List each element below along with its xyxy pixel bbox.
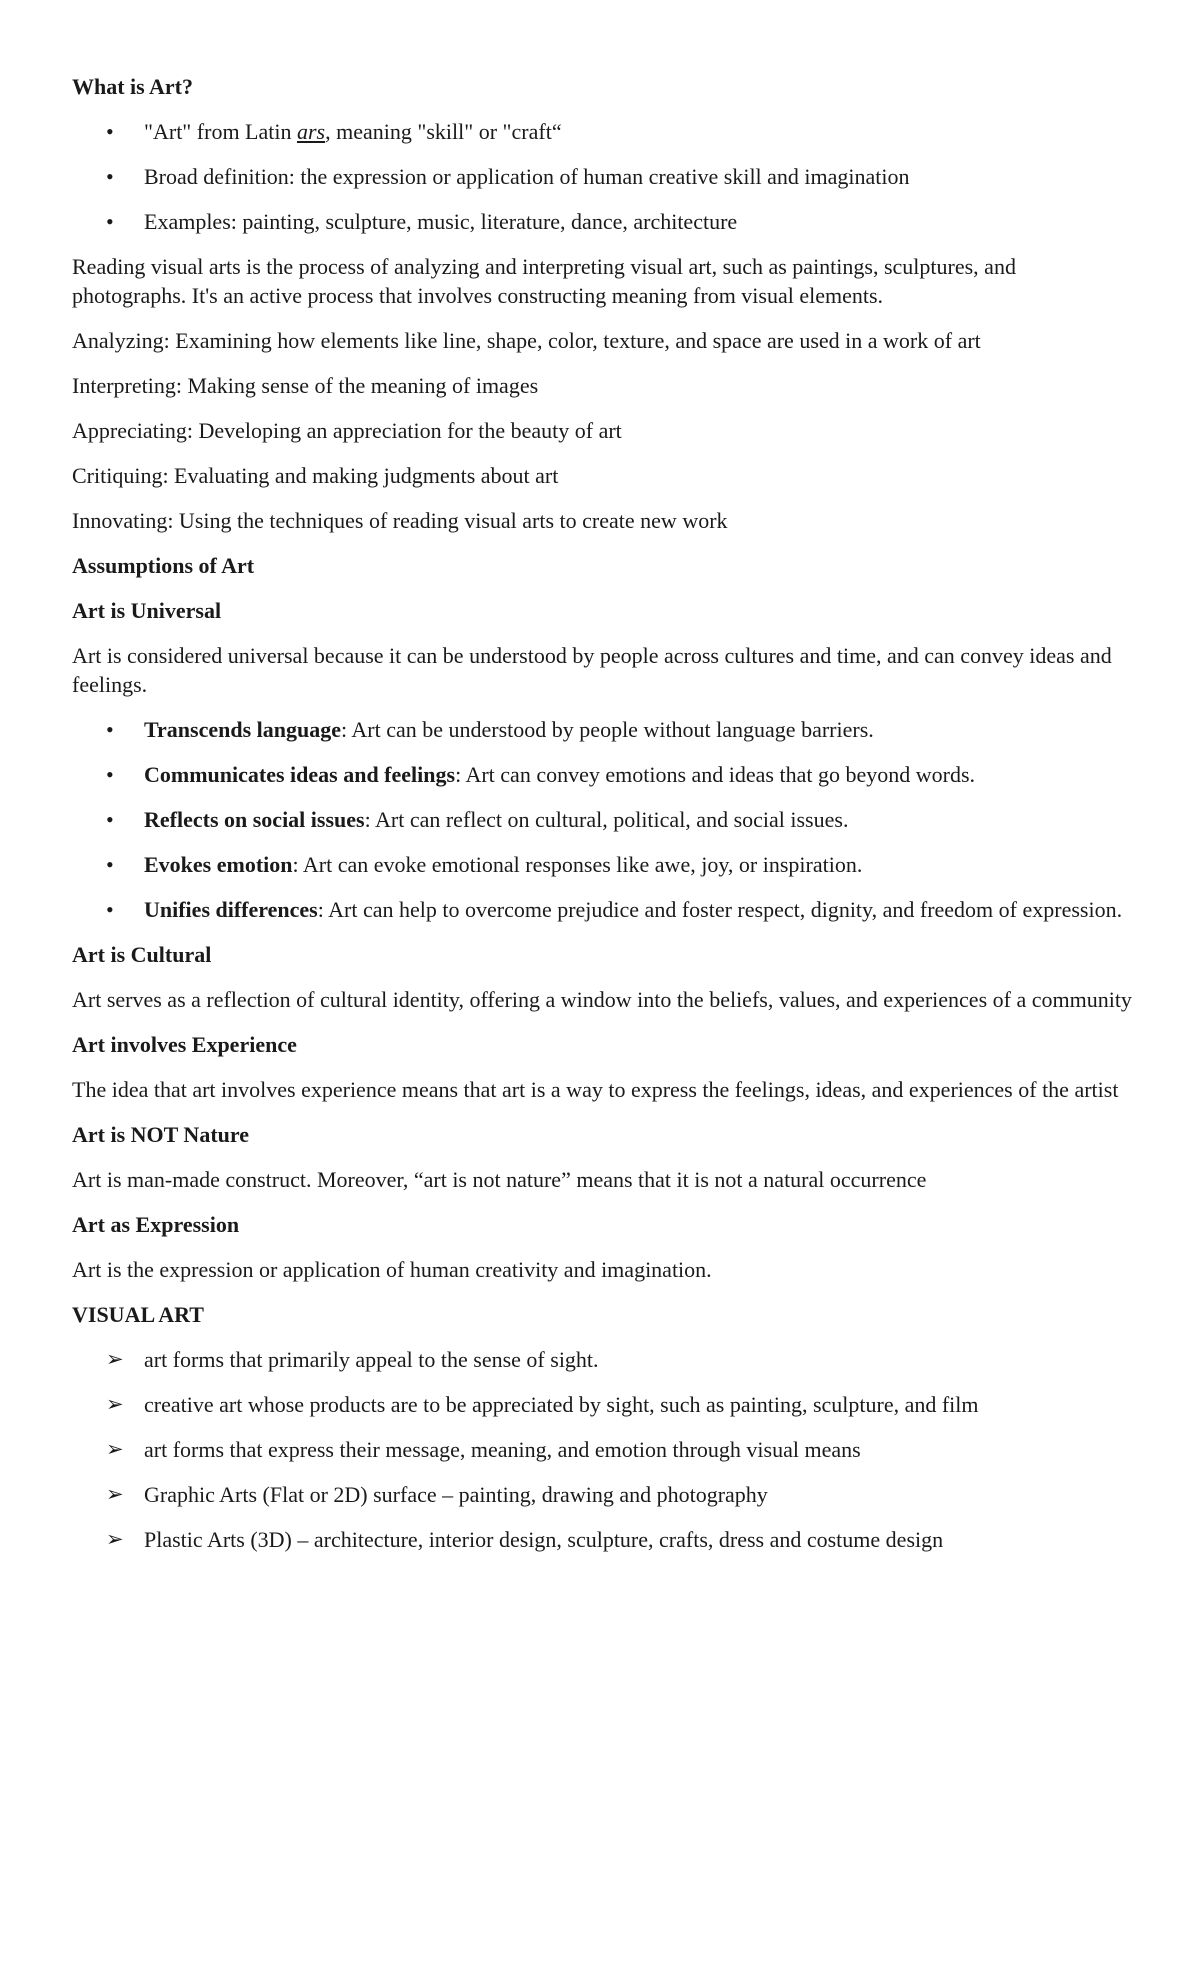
bullet-term: Communicates ideas and feelings: [144, 762, 456, 787]
interpreting-line: Interpreting: Making sense of the meaning of images: [72, 373, 539, 398]
critiquing-line: Critiquing: Evaluating and making judgments about art: [72, 463, 559, 488]
heading-art-as-expression: Art as Expression: [72, 1212, 240, 1237]
bullet-marker: •: [106, 209, 114, 234]
heading-art-is-cultural: Art is Cultural: [72, 942, 212, 967]
bullet-marker: •: [106, 897, 114, 922]
list-item: [72, 1390, 1132, 1419]
bullet-term: Transcends language: [144, 717, 342, 742]
innovating-line: Innovating: Using the techniques of reading visual arts to create new work: [72, 508, 728, 533]
bullet-text: Examples: painting, sculpture, music, literature, dance, architecture: [144, 209, 738, 234]
expression-paragraph: Art is the expression or application of human creativity and imagination.: [72, 1257, 712, 1282]
bullet-marker: •: [106, 164, 114, 189]
list-item: [72, 162, 1132, 191]
document-body: [72, 72, 1132, 1570]
arrow-bullet-icon: ➢: [106, 1392, 124, 1416]
arrow-bullet-icon: ➢: [106, 1527, 124, 1551]
heading-what-is-art: What is Art?: [72, 74, 193, 99]
list-item: [72, 1345, 1132, 1374]
arrow-item-text: art forms that primarily appeal to the sense of sight.: [144, 1347, 599, 1372]
heading-art-is-not-nature: Art is NOT Nature: [72, 1122, 250, 1147]
latin-term-ars: ars: [296, 119, 326, 144]
arrow-bullet-icon: ➢: [106, 1347, 124, 1371]
bullet-term: Unifies differences: [144, 897, 318, 922]
arrow-item-text: creative art whose products are to be appreciated by sight, such as painting, sculpture, and film: [144, 1392, 979, 1417]
bullet-text: : Art can evoke emotional responses like awe, joy, or inspiration.: [292, 852, 863, 877]
list-item: [72, 850, 1132, 879]
what-is-art-bullet-list: [72, 117, 1132, 236]
heading-art-involves-experience: Art involves Experience: [72, 1032, 297, 1057]
list-item: [72, 1435, 1132, 1464]
arrow-bullet-icon: ➢: [106, 1482, 124, 1506]
reading-visual-arts-paragraph: Reading visual arts is the process of analyzing and interpreting visual art, such as paintings, sculptures, and photographs. It's an active process that involves constructing meaning from visual elements.: [72, 254, 1016, 308]
list-item: [72, 715, 1132, 744]
appreciating-line: Appreciating: Developing an appreciation for the beauty of art: [72, 418, 622, 443]
experience-paragraph: The idea that art involves experience means that art is a way to express the feelings, ideas, and experiences of the artist: [72, 1077, 1119, 1102]
list-item: [72, 805, 1132, 834]
bullet-text: : Art can help to overcome prejudice and foster respect, dignity, and freedom of expression.: [317, 897, 1123, 922]
heading-assumptions-of-art: Assumptions of Art: [72, 553, 255, 578]
bullet-text-prefix: "Art" from Latin: [144, 119, 297, 144]
bullet-text: : Art can convey emotions and ideas that go beyond words.: [455, 762, 976, 787]
heading-art-is-universal: Art is Universal: [72, 598, 222, 623]
bullet-text-suffix: , meaning "skill" or "craft“: [325, 119, 562, 144]
bullet-marker: •: [106, 119, 114, 144]
list-item: [72, 1480, 1132, 1509]
heading-visual-art: VISUAL ART: [72, 1302, 204, 1327]
bullet-marker: •: [106, 717, 114, 742]
bullet-marker: •: [106, 807, 114, 832]
bullet-text: : Art can be understood by people without language barriers.: [341, 717, 874, 742]
list-item: [72, 117, 1132, 146]
analyzing-line: Analyzing: Examining how elements like line, shape, color, texture, and space are used in a work of art: [72, 328, 981, 353]
arrow-item-text: art forms that express their message, meaning, and emotion through visual means: [144, 1437, 861, 1462]
bullet-marker: •: [106, 852, 114, 877]
list-item: [72, 895, 1132, 924]
cultural-paragraph: Art serves as a reflection of cultural identity, offering a window into the beliefs, values, and experiences of a community: [72, 987, 1132, 1012]
universal-bullet-list: [72, 715, 1132, 924]
arrow-bullet-icon: ➢: [106, 1437, 124, 1461]
visual-art-arrow-list: [72, 1345, 1132, 1554]
bullet-marker: •: [106, 762, 114, 787]
list-item: [72, 207, 1132, 236]
bullet-text: Broad definition: the expression or application of human creative skill and imagination: [144, 164, 910, 189]
bullet-term: Reflects on social issues: [144, 807, 365, 832]
bullet-term: Evokes emotion: [144, 852, 293, 877]
list-item: [72, 760, 1132, 789]
bullet-text: : Art can reflect on cultural, political, and social issues.: [364, 807, 849, 832]
universal-paragraph: Art is considered universal because it can be understood by people across cultures and time, and can convey ideas and feelings.: [72, 643, 1112, 697]
list-item: [72, 1525, 1132, 1554]
arrow-item-text: Plastic Arts (3D) – architecture, interior design, sculpture, crafts, dress and costume design: [144, 1527, 944, 1552]
arrow-item-text: Graphic Arts (Flat or 2D) surface – painting, drawing and photography: [144, 1482, 768, 1507]
not-nature-paragraph: Art is man-made construct. Moreover, “art is not nature” means that it is not a natural occurrence: [72, 1167, 927, 1192]
